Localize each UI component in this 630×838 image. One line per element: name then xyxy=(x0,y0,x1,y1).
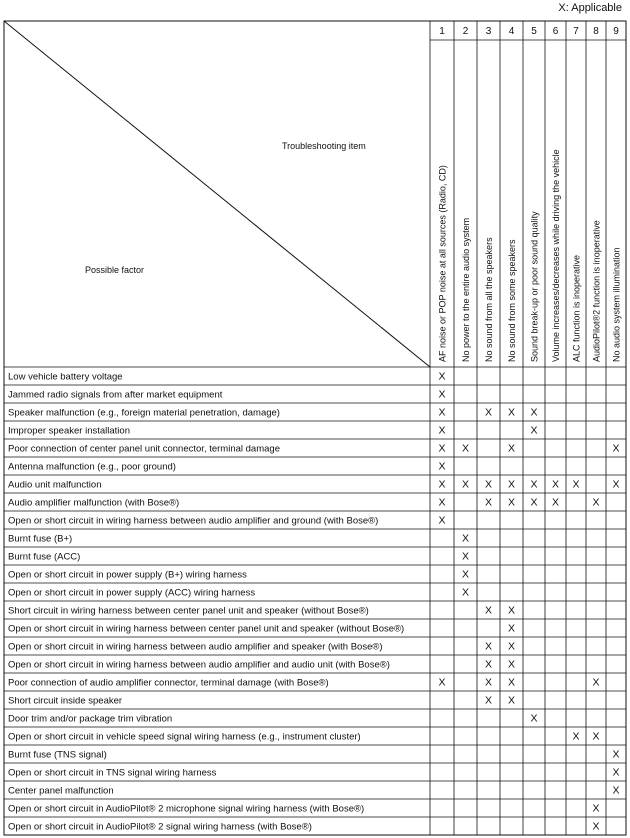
applicable-mark: X xyxy=(507,640,516,653)
column-header: Volume increases/decreases while driving the vehicle xyxy=(551,149,561,362)
column-number: 2 xyxy=(462,26,469,37)
applicable-mark: X xyxy=(612,478,620,491)
row-label: Burnt fuse (TNS signal) xyxy=(8,749,107,761)
applicable-mark: X xyxy=(507,676,516,689)
row-label: Open or short circuit in wiring harness between center panel unit and speaker (without Bose®) xyxy=(8,623,405,635)
row-label: Door trim and/or package trim vibration xyxy=(8,713,173,725)
column-number: 4 xyxy=(508,26,515,37)
applicable-mark: X xyxy=(484,658,493,671)
applicable-mark: X xyxy=(612,442,620,455)
applicable-mark: X xyxy=(507,442,516,455)
applicable-mark: X xyxy=(438,370,446,383)
applicable-mark: X xyxy=(438,496,446,509)
applicable-mark: X xyxy=(530,478,538,491)
row-label: Audio unit malfunction xyxy=(8,479,102,491)
row-label: Open or short circuit in AudioPilot® 2 signal wiring harness (with Bose®) xyxy=(8,821,312,833)
column-header: AudioPilot®2 function is inoperative xyxy=(591,220,602,362)
column-numbers xyxy=(439,26,619,37)
column-number: 7 xyxy=(573,26,579,37)
applicable-mark: X xyxy=(592,802,600,815)
column-number: 1 xyxy=(439,26,445,37)
row-label: Center panel malfunction xyxy=(8,785,114,797)
applicable-mark: X xyxy=(507,406,516,419)
column-number: 8 xyxy=(593,26,599,37)
applicable-mark: X xyxy=(507,478,516,491)
applicable-mark: X xyxy=(592,820,600,833)
row-label: Open or short circuit in TNS signal wiring harness xyxy=(8,767,217,779)
column-header: ALC function is inoperative xyxy=(571,254,582,362)
applicable-mark: X xyxy=(507,622,516,635)
row-label: Burnt fuse (ACC) xyxy=(8,551,81,563)
applicable-mark: X xyxy=(461,442,470,455)
applicable-mark: X xyxy=(484,694,493,707)
row-label: Open or short circuit in wiring harness between audio amplifier and ground (with Bose®) xyxy=(8,515,379,527)
applicable-mark: X xyxy=(438,424,446,437)
applicable-mark: X xyxy=(507,658,516,671)
applicable-mark: X xyxy=(461,550,470,563)
row-label: Open or short circuit in vehicle speed signal wiring harness (e.g., instrument cluster) xyxy=(8,731,361,743)
column-number: 9 xyxy=(613,26,619,37)
applicable-mark: X xyxy=(592,676,600,689)
row-label: Open or short circuit in wiring harness between audio amplifier and audio unit (with Bose®) xyxy=(8,659,390,671)
applicable-mark: X xyxy=(461,586,470,599)
column-number: 5 xyxy=(531,26,537,37)
row-label: Short circuit in wiring harness between center panel unit and speaker (without Bose®) xyxy=(8,605,369,617)
applicable-mark: X xyxy=(612,784,620,797)
applicable-mark: X xyxy=(530,406,538,419)
row-label: Open or short circuit in power supply (B+) wiring harness xyxy=(8,569,247,581)
row-label: Short circuit inside speaker xyxy=(8,695,123,707)
applicable-mark: X xyxy=(592,496,600,509)
header-diagonal xyxy=(4,21,430,367)
row-label: Open or short circuit in power supply (ACC) wiring harness xyxy=(8,587,256,599)
column-header: No audio system illumination xyxy=(611,247,622,362)
possible-factor-label: Possible factor xyxy=(85,265,145,275)
applicable-mark: X xyxy=(572,730,580,743)
applicable-mark: X xyxy=(484,604,493,617)
applicable-mark: X xyxy=(530,712,538,725)
row-label: Open or short circuit in wiring harness between audio amplifier and speaker (with Bose®) xyxy=(8,641,383,653)
applicable-mark: X xyxy=(507,496,516,509)
column-header: No sound from some speakers xyxy=(507,239,517,362)
applicable-mark: X xyxy=(612,766,620,779)
applicable-mark: X xyxy=(592,730,600,743)
row-label: Audio amplifier malfunction (with Bose®) xyxy=(8,497,180,509)
applicable-mark: X xyxy=(461,532,470,545)
applicable-mark: X xyxy=(572,478,580,491)
row-label: Low vehicle battery voltage xyxy=(8,371,123,383)
applicable-mark: X xyxy=(484,640,493,653)
row-label: Improper speaker installation xyxy=(8,425,130,437)
column-header: Sound break-up or poor sound quality xyxy=(529,211,540,362)
applicable-mark: X xyxy=(551,478,560,491)
applicable-mark: X xyxy=(438,442,446,455)
applicable-mark: X xyxy=(551,496,560,509)
troubleshooting-item-label: Troubleshooting item xyxy=(282,141,366,151)
applicable-mark: X xyxy=(484,676,493,689)
applicable-mark: X xyxy=(530,424,538,437)
column-header: No power to the entire audio system xyxy=(461,217,471,362)
applicable-mark: X xyxy=(507,604,516,617)
applicable-mark: X xyxy=(484,496,493,509)
applicable-mark: X xyxy=(438,406,446,419)
row-label: Speaker malfunction (e.g., foreign material penetration, damage) xyxy=(8,407,280,419)
column-header: No sound from all the speakers xyxy=(484,237,494,362)
applicable-mark: X xyxy=(438,478,446,491)
row-label: Open or short circuit in AudioPilot® 2 microphone signal wiring harness (with Bose®) xyxy=(8,803,365,815)
applicable-mark: X xyxy=(438,514,446,527)
applicable-mark: X xyxy=(461,568,470,581)
column-number: 3 xyxy=(485,26,492,37)
column-header: AF noise or POP noise at all sources (Radio, CD) xyxy=(437,165,448,362)
applicable-mark: X xyxy=(507,694,516,707)
applicable-mark: X xyxy=(530,496,538,509)
applicable-mark: X xyxy=(438,460,446,473)
row-label: Burnt fuse (B+) xyxy=(8,533,73,545)
applicable-mark: X xyxy=(438,676,446,689)
row-label: Jammed radio signals from after market equipment xyxy=(8,389,223,401)
applicable-legend: X: Applicable xyxy=(558,2,622,14)
applicable-mark: X xyxy=(461,478,470,491)
row-label: Poor connection of audio amplifier connector, terminal damage (with Bose®) xyxy=(8,677,329,689)
applicable-mark: X xyxy=(484,478,493,491)
row-label: Poor connection of center panel unit connector, terminal damage xyxy=(8,443,280,455)
column-number: 6 xyxy=(552,26,559,37)
column-headers xyxy=(438,149,622,362)
row-label: Antenna malfunction (e.g., poor ground) xyxy=(8,461,176,473)
applicable-mark: X xyxy=(612,748,620,761)
applicable-mark: X xyxy=(438,388,446,401)
applicable-mark: X xyxy=(484,406,493,419)
